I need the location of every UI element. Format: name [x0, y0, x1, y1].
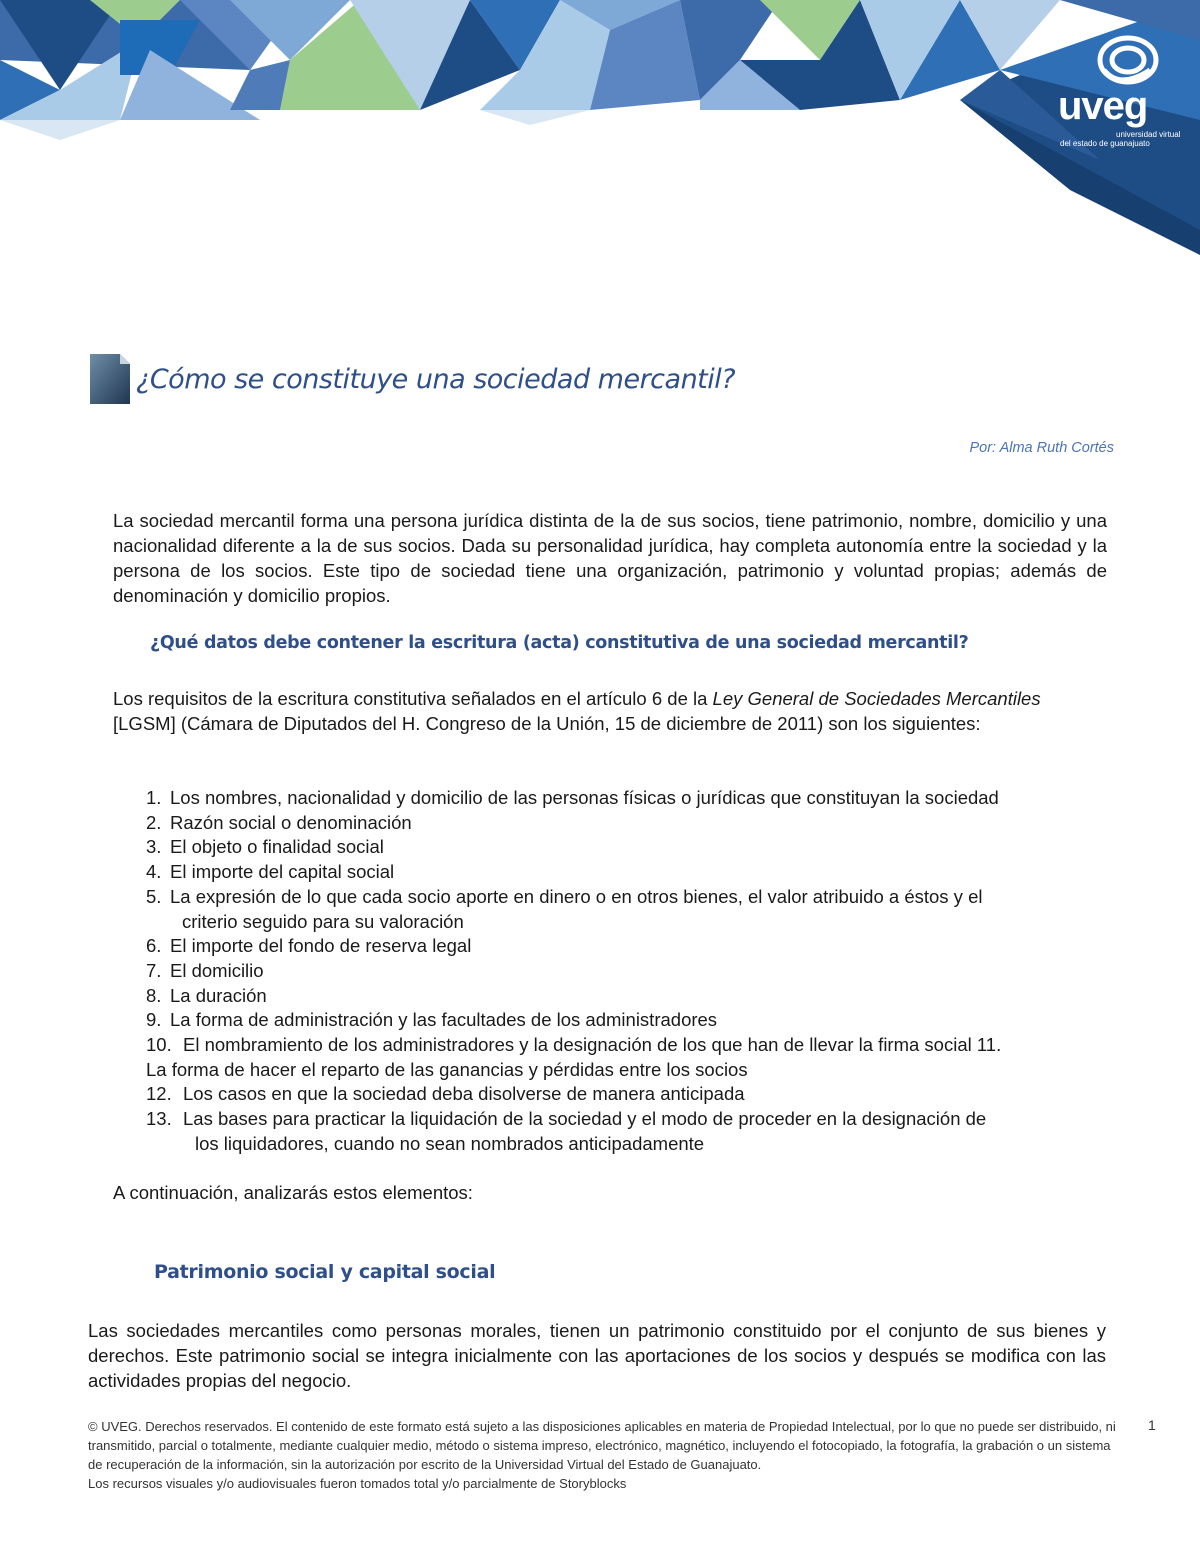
list-item — [146, 1008, 1106, 1033]
logo-subtitle-1: universidad virtual — [1116, 130, 1181, 139]
list-item-number: 13. — [146, 1108, 172, 1130]
list-item-text: Las bases para practicar la liquidación de la sociedad y el modo de proceder en la designación de — [183, 1108, 987, 1130]
list-item-number: 9. — [146, 1009, 162, 1031]
continuation-text: A continuación, analizarás estos elementos: — [113, 1182, 473, 1203]
subheading-escritura: ¿Qué datos debe contener la escritura (acta) constitutiva de una sociedad mercantil? — [150, 633, 969, 653]
list-item-text: Los casos en que la sociedad deba disolverse de manera anticipada — [183, 1083, 745, 1105]
requirements-intro-a: Los requisitos de la escritura constitutiva señalados en el artículo 6 de la — [113, 688, 713, 709]
requirements-intro — [113, 686, 1107, 736]
list-item-continuation: criterio seguido para su valoración — [182, 910, 464, 932]
title-text: ¿Cómo se constituye una sociedad mercantil? — [136, 363, 736, 395]
list-item — [146, 835, 1106, 860]
list-item-text: El nombramiento de los administradores y la designación de los que han de llevar la firma social 11. — [183, 1034, 1002, 1056]
list-item-text: El importe del capital social — [170, 861, 395, 883]
list-item-number: 2. — [146, 811, 162, 833]
list-item-number: 8. — [146, 984, 162, 1006]
patrimonio-paragraph: Las sociedades mercantiles como personas morales, tienen un patrimonio constituido por el conjunto de sus bienes y derechos. Este patrimonio social se integra inicialmente con las aportaciones de los socios y después se modifica con las actividades propias del negocio. — [88, 1320, 1106, 1391]
list-item-text: La expresión de lo que cada socio aporte en dinero o en otros bienes, el valor atribuido a éstos y el — [170, 885, 983, 907]
page-number: 1 — [1148, 1417, 1156, 1433]
logo-subtitle-2: del estado de guanajuato — [1060, 139, 1150, 148]
list-item-number: 10. — [146, 1034, 172, 1056]
law-name: Ley General de Sociedades Mercantiles — [712, 688, 1041, 709]
list-item-text: El objeto o finalidad social — [170, 836, 384, 858]
list-item — [146, 959, 1106, 984]
document-icon — [88, 352, 134, 406]
list-item-text: Razón social o denominación — [170, 811, 412, 833]
list-item-text: El importe del fondo de reserva legal — [170, 935, 472, 957]
list-item-number: 1. — [146, 787, 162, 808]
list-item — [146, 984, 1106, 1009]
requirements-list — [146, 786, 1106, 1157]
list-item-text: Los nombres, nacionalidad y domicilio de las personas físicas o jurídicas que constituyan la sociedad — [170, 787, 999, 808]
list-item-text: La forma de administración y las facultades de los administradores — [170, 1009, 718, 1031]
list-item — [146, 1033, 1106, 1058]
footer-copyright: © UVEG. Derechos reservados. El contenido de este formato está sujeto a las disposiciones aplicables en materia de Propiedad Intelectual, por lo que no puede ser distribuido, ni transmitido, parcial o totalmente, mediante cualquier medio, método o sistema impreso, electrónico, magnético, incluyendo el fotocopiado, la fotografía, la grabación o un sistema de recuperación de la información, sin la autorización por escrito de la Universidad Virtual del Estado de Guanajuato. — [88, 1419, 1116, 1472]
list-item — [146, 1107, 1106, 1156]
list-item — [146, 811, 1106, 836]
list-item-continuation: los liquidadores, cuando no sean nombrados anticipadamente — [195, 1132, 705, 1154]
logo-text: uveg — [1058, 84, 1148, 128]
intro-paragraph: La sociedad mercantil forma una persona jurídica distinta de la de sus socios, tiene patrimonio, nombre, domicilio y una nacionalidad diferente a la de sus socios. Dada su personalidad jurídica, hay completa autonomía entre la sociedad y la persona de los socios. Este tipo de sociedad tiene una organización, patrimonio y voluntad propias; además de denominación y domicilio propios. — [113, 510, 1107, 606]
list-item — [146, 860, 1106, 885]
requirements-intro-b: [LGSM] (Cámara de Diputados del H. Congreso de la Unión, 15 de diciembre de 2011) son los siguientes: — [113, 713, 981, 734]
author-line: Por: Alma Ruth Cortés — [969, 440, 1114, 456]
list-item-number: 4. — [146, 861, 162, 883]
list-item-text: El domicilio — [170, 959, 264, 981]
list-item — [146, 786, 1106, 811]
subheading-patrimonio: Patrimonio social y capital social — [154, 1261, 496, 1283]
page-title — [88, 352, 1108, 406]
list-item-number: 12. — [146, 1083, 172, 1105]
footer — [88, 1417, 1128, 1493]
list-item: La forma de hacer el reparto de las ganancias y pérdidas entre los socios — [146, 1058, 748, 1080]
list-item — [146, 1082, 1106, 1107]
header-banner — [0, 0, 1200, 255]
list-item-number: 3. — [146, 836, 162, 858]
list-item — [146, 885, 1106, 934]
list-item-number: 5. — [146, 885, 162, 907]
footer-resources: Los recursos visuales y/o audiovisuales fueron tomados total y/o parcialmente de Storyblocks — [88, 1476, 627, 1491]
list-item — [146, 934, 1106, 959]
list-item-number: 7. — [146, 959, 162, 981]
list-item-text: La duración — [170, 984, 267, 1006]
list-item-number: 6. — [146, 935, 162, 957]
